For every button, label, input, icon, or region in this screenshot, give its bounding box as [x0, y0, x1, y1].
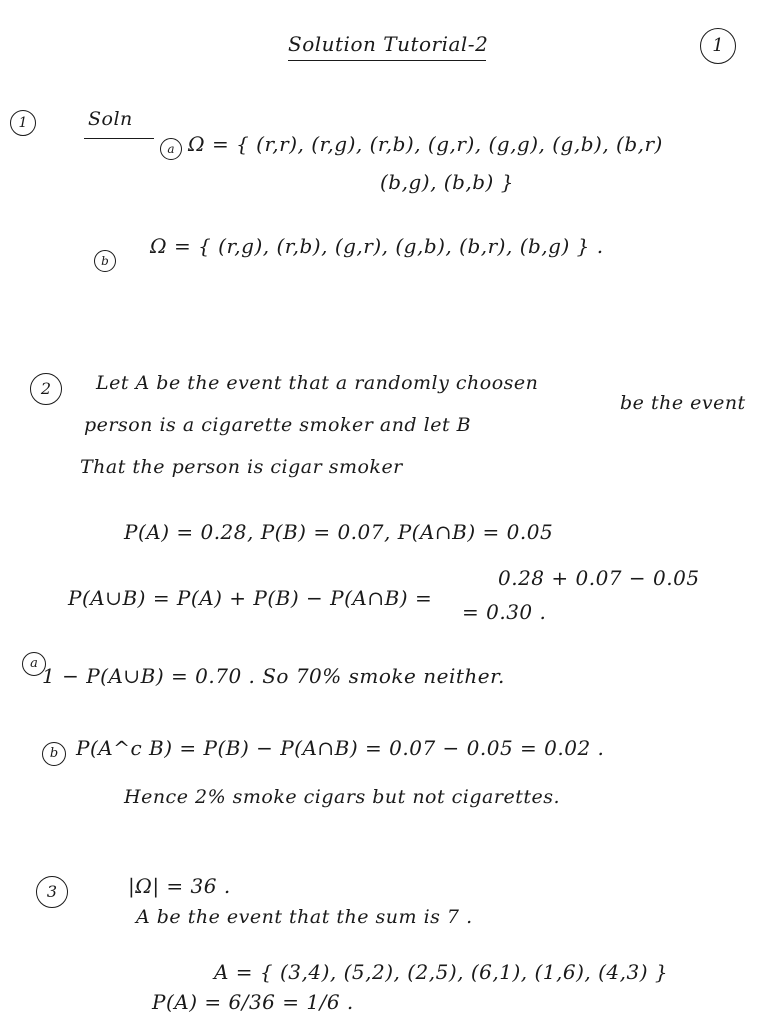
q2-union-value-expression: 0.28 + 0.07 − 0.05 [498, 566, 700, 590]
q1-part-b-marker: b [94, 250, 116, 272]
q3-probability: P(A) = 6/36 = 1/6 . [152, 990, 354, 1014]
q3-event-definition: A be the event that the sum is 7 . [136, 906, 473, 928]
question-3-marker: 3 [36, 876, 68, 908]
q2-part-b-marker: b [42, 742, 66, 766]
page-title: Solution Tutorial-2 [288, 32, 489, 56]
q2-part-b-line: P(A^c B) = P(B) − P(A∩B) = 0.07 − 0.05 = 0.02 . [76, 736, 605, 760]
q2-union-formula: P(A∪B) = P(A) + P(B) − P(A∩B) = [68, 586, 433, 610]
q1-part-a-line-2: (b,g), (b,b) } [380, 170, 514, 194]
page-number: 1 [700, 28, 736, 64]
title-underline [288, 60, 486, 61]
q2-given-probabilities: P(A) = 0.28, P(B) = 0.07, P(A∩B) = 0.05 [124, 520, 554, 544]
q2-part-a-marker: a [22, 652, 46, 676]
question-2-marker: 2 [30, 373, 62, 405]
q2-text-line-1-end: be the event [620, 392, 746, 414]
q1-part-b-line: Ω = { (r,g), (r,b), (g,r), (g,b), (b,r), (b,g) } . [150, 234, 604, 258]
question-1-marker: 1 [10, 110, 36, 136]
q2-text-line-2: person is a cigarette smoker and let B [84, 414, 472, 436]
q3-sample-space-size: |Ω| = 36 . [128, 874, 231, 898]
solution-label-underline [84, 138, 154, 139]
solution-label: Soln [88, 108, 133, 130]
q3-event-set: A = { (3,4), (5,2), (2,5), (6,1), (1,6), (4,3) } [214, 960, 669, 984]
q2-union-result: = 0.30 . [462, 600, 547, 624]
q2-part-b-conclusion: Hence 2% smoke cigars but not cigarettes. [124, 786, 561, 808]
q2-part-a-line: 1 − P(A∪B) = 0.70 . So 70% smoke neither. [42, 664, 505, 688]
q1-part-a-line-1: Ω = { (r,r), (r,g), (r,b), (g,r), (g,g), (g,b), (b,r) [188, 132, 663, 156]
q1-part-a-marker: a [160, 138, 182, 160]
q2-text-line-3: That the person is cigar smoker [80, 456, 403, 478]
q2-text-line-1: Let A be the event that a randomly choosen [96, 372, 539, 394]
